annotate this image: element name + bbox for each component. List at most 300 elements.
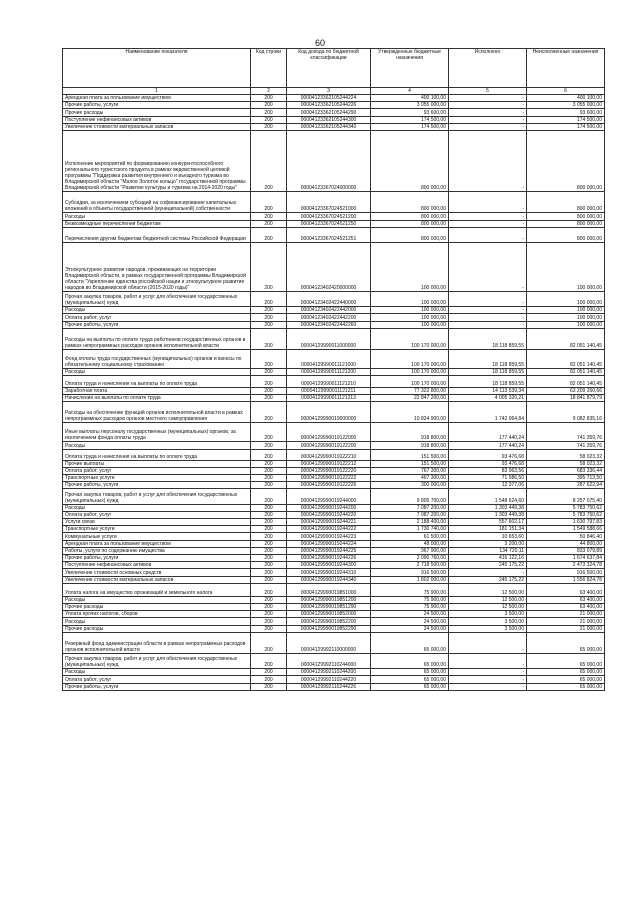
row-approved: 65 000,00 (371, 632, 449, 653)
row-approved: 65 000,00 (371, 654, 449, 669)
row-income-code: 00004129990019122220 (287, 467, 371, 474)
table-body (63, 95, 605, 691)
row-approved: 77 322 800,00 (371, 387, 449, 394)
row-income-code: 00004129990019122212 (287, 460, 371, 467)
column-number: 1 (63, 88, 251, 95)
row-line-code: 200 (251, 423, 287, 442)
row-name: Прочие работы, услуги (63, 102, 251, 109)
row-unexecuted: 21 000,00 (527, 611, 605, 618)
row-name: Расходы (63, 307, 251, 314)
row-approved: 22 847 200,00 (371, 394, 449, 401)
table-row (63, 401, 605, 422)
row-income-code: 00004129990019244225 (287, 547, 371, 554)
row-name: Поступление нефинансовых активов (63, 116, 251, 123)
table-row (63, 569, 605, 576)
row-income-code: 00004123402420000000 (287, 242, 371, 291)
row-approved: 767 300,00 (371, 467, 449, 474)
row-unexecuted: 800 000,00 (527, 130, 605, 191)
row-approved: 2 090 760,00 (371, 554, 449, 561)
row-line-code: 200 (251, 242, 287, 291)
row-name: Оплата труда и начисления на выплаты по оплате труда (63, 376, 251, 387)
row-executed: 134 720,11 (449, 547, 527, 554)
row-line-code: 200 (251, 489, 287, 504)
row-income-code: 00004129990019244224 (287, 540, 371, 547)
row-line-code: 200 (251, 482, 287, 489)
row-name: Перечисления другим бюджетам бюджетной системы Российской Федерации (63, 227, 251, 242)
row-income-code: 00004129990019244310 (287, 569, 371, 576)
row-unexecuted: 395 713,50 (527, 475, 605, 482)
row-unexecuted: 100 000,00 (527, 242, 605, 291)
row-unexecuted: 800 000,00 (527, 220, 605, 227)
row-approved: 1 730 740,00 (371, 526, 449, 533)
table-row (63, 442, 605, 449)
row-income-code: 00004123362105244290 (287, 109, 371, 116)
row-line-code: 200 (251, 116, 287, 123)
row-income-code: 00004129990019244223 (287, 533, 371, 540)
row-income-code: 00004129990019244340 (287, 576, 371, 583)
table-row (63, 526, 605, 533)
row-unexecuted: 21 000,00 (527, 625, 605, 632)
row-approved: 65 000,00 (371, 669, 449, 676)
row-line-code: 200 (251, 526, 287, 533)
row-name: Субсидии, за исключением субсидий на софинансирование капитальных вложений в объекты государственной (муниципальной) собственности (63, 192, 251, 213)
budget-execution-table (62, 48, 605, 691)
row-name: Прочие работы, услуги (63, 554, 251, 561)
row-line-code: 200 (251, 95, 287, 102)
row-unexecuted: 82 051 140,45 (527, 376, 605, 387)
row-income-code: 00004129990019244000 (287, 489, 371, 504)
row-line-code: 200 (251, 442, 287, 449)
row-name: Прочая закупка товаров, работ и услуг для обеспечения государственных (муниципальных) нужд (63, 489, 251, 504)
row-name: Транспортные услуги (63, 475, 251, 482)
row-executed: 181 151,34 (449, 526, 527, 533)
table-row (63, 489, 605, 504)
row-executed: 18 118 859,55 (449, 350, 527, 369)
row-income-code: 00004129990019122222 (287, 475, 371, 482)
table-row (63, 596, 605, 603)
row-approved: 100 170 000,00 (371, 328, 449, 349)
row-unexecuted: 683 336,44 (527, 467, 605, 474)
row-unexecuted: 3 055 000,00 (527, 102, 605, 109)
table-row (63, 95, 605, 102)
table-row (63, 540, 605, 547)
row-line-code: 200 (251, 569, 287, 576)
row-line-code: 200 (251, 540, 287, 547)
row-line-code: 200 (251, 504, 287, 511)
row-income-code: 00004123402422440000 (287, 292, 371, 307)
row-income-code: 00004129990019244226 (287, 554, 371, 561)
header-unexecuted: Неисполненные назначения (527, 49, 605, 88)
row-approved: 467 300,00 (371, 475, 449, 482)
row-approved: 100 000,00 (371, 307, 449, 314)
row-executed: - (449, 220, 527, 227)
table-row (63, 533, 605, 540)
row-line-code: 200 (251, 350, 287, 369)
row-approved: 916 500,00 (371, 569, 449, 576)
row-unexecuted: 800 000,00 (527, 213, 605, 220)
row-executed: - (449, 95, 527, 102)
row-executed: - (449, 307, 527, 314)
row-approved: 1 802 000,00 (371, 576, 449, 583)
row-name: Уплата прочих налогов, сборов (63, 611, 251, 618)
row-name: Расходы (63, 213, 251, 220)
row-line-code: 200 (251, 632, 287, 653)
row-executed: 18 118 859,55 (449, 328, 527, 349)
row-executed: - (449, 314, 527, 321)
row-executed: - (449, 192, 527, 213)
row-income-code: 00004129990019851290 (287, 604, 371, 611)
row-unexecuted: 800 000,00 (527, 227, 605, 242)
row-line-code: 200 (251, 604, 287, 611)
row-approved: 61 500,00 (371, 533, 449, 540)
row-unexecuted: 1 674 637,84 (527, 554, 605, 561)
row-line-code: 200 (251, 123, 287, 130)
row-approved: 24 500,00 (371, 611, 449, 618)
row-income-code: 00004129990011121213 (287, 394, 371, 401)
table-row (63, 242, 605, 291)
row-executed: 3 500,00 (449, 611, 527, 618)
row-income-code: 00004123362105244300 (287, 116, 371, 123)
row-executed: 83 963,56 (449, 467, 527, 474)
row-name: Прочие расходы (63, 109, 251, 116)
table-row (63, 676, 605, 683)
row-name: Арендная плата за пользование имуществом (63, 95, 251, 102)
table-row (63, 654, 605, 669)
row-approved: 24 500,00 (371, 625, 449, 632)
row-income-code: 00004123402422442260 (287, 321, 371, 328)
row-name: Прочая закупка товаров, работ и услуг для обеспечения государственных (муниципальных) нужд (63, 654, 251, 669)
row-approved: 151 500,00 (371, 449, 449, 460)
row-unexecuted: 63 400,00 (527, 604, 605, 611)
row-income-code: 00004129992110244226 (287, 683, 371, 690)
row-executed: 18 118 859,55 (449, 376, 527, 387)
row-income-code: 00004123367024521200 (287, 213, 371, 220)
table-row (63, 423, 605, 442)
header-line-code: Код строки (251, 49, 287, 88)
column-number: 5 (449, 88, 527, 95)
row-name: Оплата работ, услуг (63, 676, 251, 683)
table-row (63, 576, 605, 583)
row-income-code: 00004129990019122200 (287, 442, 371, 449)
row-line-code: 200 (251, 475, 287, 482)
row-name: Фонд оплаты труда государственных (муниципальных) органов и взносы по обязательному социальному страхованию (63, 350, 251, 369)
row-executed: 93 476,68 (449, 460, 527, 467)
row-line-code: 200 (251, 596, 287, 603)
row-executed: - (449, 669, 527, 676)
row-income-code: 00004123367024521250 (287, 220, 371, 227)
row-approved: 100 170 000,00 (371, 350, 449, 369)
row-executed: 12 500,00 (449, 604, 527, 611)
row-unexecuted: 93 600,00 (527, 109, 605, 116)
row-name: Транспортные услуги (63, 526, 251, 533)
row-name: Увеличение стоимости основных средств (63, 569, 251, 576)
table-row (63, 611, 605, 618)
row-income-code: 00004129990019852000 (287, 611, 371, 618)
row-income-code: 00004123367024521251 (287, 227, 371, 242)
row-income-code: 00004129990011121211 (287, 387, 371, 394)
row-line-code: 200 (251, 669, 287, 676)
row-approved: 7 087 200,00 (371, 504, 449, 511)
row-approved: 300 000,00 (371, 482, 449, 489)
row-executed: 10 653,60 (449, 533, 527, 540)
table-row (63, 369, 605, 376)
table-row (63, 387, 605, 394)
table-row (63, 604, 605, 611)
row-line-code: 200 (251, 618, 287, 625)
table-row (63, 554, 605, 561)
row-line-code: 200 (251, 328, 287, 349)
column-number: 3 (287, 88, 371, 95)
row-name: Прочие расходы (63, 625, 251, 632)
table-row (63, 449, 605, 460)
row-executed: - (449, 116, 527, 123)
row-line-code: 200 (251, 192, 287, 213)
row-executed: 416 122,16 (449, 554, 527, 561)
row-name: Прочая закупка товаров, работ и услуг для обеспечения государственных (муниципальных) нужд (63, 292, 251, 307)
row-name: Прочие расходы (63, 604, 251, 611)
row-name: Арендная плата за пользование имуществом (63, 540, 251, 547)
table-row (63, 547, 605, 554)
row-approved: 65 000,00 (371, 683, 449, 690)
row-name: Прочие работы, услуги (63, 482, 251, 489)
table-header-row (63, 49, 605, 88)
row-income-code: 00004123402422442200 (287, 314, 371, 321)
row-unexecuted: 1 549 588,66 (527, 526, 605, 533)
row-executed: - (449, 227, 527, 242)
row-approved: 2 188 400,00 (371, 519, 449, 526)
column-number: 4 (371, 88, 449, 95)
row-income-code: 00004129990011121210 (287, 376, 371, 387)
row-name: Расходы (63, 596, 251, 603)
row-unexecuted: 400 100,00 (527, 95, 605, 102)
row-income-code: 00004129990019852200 (287, 618, 371, 625)
row-name: Безвозмездные перечисления бюджетам (63, 220, 251, 227)
row-executed: - (449, 130, 527, 191)
row-executed: 3 500,00 (449, 625, 527, 632)
row-line-code: 200 (251, 467, 287, 474)
row-name: Начисления на выплаты по оплате труда (63, 394, 251, 401)
table-row (63, 482, 605, 489)
column-number-row (63, 88, 605, 95)
row-approved: 24 500,00 (371, 618, 449, 625)
row-line-code: 200 (251, 130, 287, 191)
row-income-code: 00004129990019852290 (287, 625, 371, 632)
table-row (63, 321, 605, 328)
row-unexecuted: 65 000,00 (527, 632, 605, 653)
table-row (63, 460, 605, 467)
row-name: Увеличение стоимости материальных запасов (63, 576, 251, 583)
table-row (63, 562, 605, 569)
row-unexecuted: 82 051 140,45 (527, 369, 605, 376)
row-name: Прочие работы, услуги (63, 683, 251, 690)
row-income-code: 00004129990011121200 (287, 369, 371, 376)
row-approved: 967 900,00 (371, 547, 449, 554)
row-income-code: 00004123367024521000 (287, 192, 371, 213)
row-income-code: 00004123362105244224 (287, 95, 371, 102)
row-approved: 100 000,00 (371, 314, 449, 321)
row-line-code: 200 (251, 321, 287, 328)
row-approved: 800 000,00 (371, 130, 449, 191)
row-approved: 75 900,00 (371, 583, 449, 596)
page-number: 60 (314, 38, 325, 48)
table-row (63, 130, 605, 191)
row-executed: 14 113 539,34 (449, 387, 527, 394)
row-line-code: 200 (251, 102, 287, 109)
row-name: Оплата работ, услуг (63, 314, 251, 321)
row-name: Расходы на выплаты по оплате труда работников государственных органов в рамках непрограммных расходов органов исполнительной власти (63, 328, 251, 349)
row-income-code: 00004129990019122210 (287, 449, 371, 460)
row-unexecuted: 58 023,32 (527, 460, 605, 467)
table-row (63, 102, 605, 109)
row-unexecuted: 82 051 140,45 (527, 350, 605, 369)
row-income-code: 00004129990019244221 (287, 519, 371, 526)
row-approved: 800 000,00 (371, 213, 449, 220)
row-approved: 65 000,00 (371, 676, 449, 683)
header-approved: Утвержденные бюджетные назначения (371, 49, 449, 88)
table-row (63, 583, 605, 596)
row-executed: - (449, 109, 527, 116)
row-executed: - (449, 102, 527, 109)
row-name: Работы, услуги по содержанию имущества (63, 547, 251, 554)
row-unexecuted: 65 000,00 (527, 683, 605, 690)
row-executed: 245 175,22 (449, 562, 527, 569)
table-row (63, 307, 605, 314)
header-indicator-name: Наименование показателя (63, 49, 251, 88)
row-executed: 93 476,68 (449, 449, 527, 460)
row-executed: 177 440,24 (449, 442, 527, 449)
row-line-code: 200 (251, 109, 287, 116)
row-unexecuted: 174 500,00 (527, 123, 605, 130)
row-income-code: 00004129990019244200 (287, 504, 371, 511)
row-income-code: 00004129990019851000 (287, 583, 371, 596)
row-income-code: 00004129992110000000 (287, 632, 371, 653)
row-unexecuted: 44 800,00 (527, 540, 605, 547)
row-name: Поступление нефинансовых активов (63, 562, 251, 569)
table-row (63, 328, 605, 349)
table-row (63, 475, 605, 482)
row-executed: 3 500,00 (449, 618, 527, 625)
table-row (63, 123, 605, 130)
row-line-code: 200 (251, 583, 287, 596)
row-income-code: 00004129990019122000 (287, 423, 371, 442)
row-line-code: 200 (251, 369, 287, 376)
row-approved: 75 900,00 (371, 596, 449, 603)
row-line-code: 200 (251, 547, 287, 554)
row-name: Оплата работ, услуг (63, 467, 251, 474)
row-approved: 100 000,00 (371, 242, 449, 291)
row-executed: 12 500,00 (449, 583, 527, 596)
table-row (63, 350, 605, 369)
row-executed: 1 548 624,60 (449, 489, 527, 504)
row-line-code: 200 (251, 676, 287, 683)
row-unexecuted: 21 000,00 (527, 618, 605, 625)
row-line-code: 200 (251, 533, 287, 540)
row-unexecuted: 63 209 260,66 (527, 387, 605, 394)
row-income-code: 00004129992110244220 (287, 676, 371, 683)
row-approved: 100 000,00 (371, 321, 449, 328)
row-executed: - (449, 683, 527, 690)
row-line-code: 200 (251, 394, 287, 401)
row-line-code: 200 (251, 227, 287, 242)
table-row (63, 519, 605, 526)
row-line-code: 200 (251, 576, 287, 583)
row-unexecuted: 916 500,00 (527, 569, 605, 576)
row-name: Уплата налога на имущество организаций и земельного налога (63, 583, 251, 596)
table-row (63, 632, 605, 653)
row-name: Иные выплаты персоналу государственных (муниципальных) органов, за исключением фонда оплаты труда (63, 423, 251, 442)
row-executed: 245 175,22 (449, 576, 527, 583)
row-unexecuted: 2 473 324,78 (527, 562, 605, 569)
column-number: 2 (251, 88, 287, 95)
column-number: 6 (527, 88, 605, 95)
row-income-code: 00004123367024000000 (287, 130, 371, 191)
row-line-code: 200 (251, 387, 287, 394)
table-row (63, 394, 605, 401)
row-name: Расходы (63, 618, 251, 625)
row-line-code: 200 (251, 401, 287, 422)
table-row (63, 292, 605, 307)
row-line-code: 200 (251, 292, 287, 307)
table-row (63, 227, 605, 242)
row-income-code: 00004129990019244222 (287, 526, 371, 533)
row-unexecuted: 100 000,00 (527, 321, 605, 328)
row-unexecuted: 741 359,76 (527, 423, 605, 442)
row-line-code: 200 (251, 376, 287, 387)
row-approved: 918 800,00 (371, 442, 449, 449)
row-executed: - (449, 213, 527, 220)
row-unexecuted: 5 783 750,62 (527, 504, 605, 511)
row-name: Увеличение стоимости материальных запасов (63, 123, 251, 130)
row-income-code: 00004129990019851200 (287, 596, 371, 603)
row-approved: 800 000,00 (371, 192, 449, 213)
row-unexecuted: 63 400,00 (527, 596, 605, 603)
row-name: Расходы (63, 669, 251, 676)
row-approved: 800 000,00 (371, 227, 449, 242)
row-name: Заработная плата (63, 387, 251, 394)
table-row (63, 683, 605, 690)
row-name: Прочие работы, услуги (63, 321, 251, 328)
row-line-code: 200 (251, 213, 287, 220)
row-income-code: 00004129990019122226 (287, 482, 371, 489)
row-unexecuted: 100 000,00 (527, 314, 605, 321)
header-income-code: Код дохода по бюджетной классификации (287, 49, 371, 88)
row-line-code: 200 (251, 449, 287, 460)
row-unexecuted: 100 000,00 (527, 292, 605, 307)
row-line-code: 200 (251, 683, 287, 690)
row-executed: - (449, 569, 527, 576)
row-name: Оплата работ, услуг (63, 511, 251, 518)
row-executed: - (449, 676, 527, 683)
row-unexecuted: 63 400,00 (527, 583, 605, 596)
row-line-code: 200 (251, 611, 287, 618)
row-unexecuted: 5 783 750,62 (527, 511, 605, 518)
row-executed: 557 602,17 (449, 519, 527, 526)
row-name: Прочие выплаты (63, 460, 251, 467)
row-income-code: 00004129992110244200 (287, 669, 371, 676)
row-unexecuted: 800 000,00 (527, 192, 605, 213)
table-row (63, 504, 605, 511)
row-name: Исполнение мероприятий по формированию конкурентоспособного регионального туристского продукта в рамках ведомственной целевой программы "Поддержка развития внутреннего и въездного туризма во Владимирской области "Малое Золотое кольцо" государственной программы Владимирской области "Развитие культуры и туризма на 2014-2020 годы" (63, 130, 251, 191)
row-executed: 12 377,06 (449, 482, 527, 489)
row-name: Этнокультурное развитие народов, проживающих на территории Владимирской области, в рамках государственной программы Владимирской области "Укрепление единства российской нации и этнокультурное развитие народов во Владимирской области (2015-2020 годы)" (63, 242, 251, 291)
row-approved: 2 718 500,00 (371, 562, 449, 569)
row-unexecuted: 82 051 140,45 (527, 328, 605, 349)
row-approved: 100 170 000,00 (371, 376, 449, 387)
row-approved: 174 500,00 (371, 123, 449, 130)
row-line-code: 200 (251, 220, 287, 227)
row-line-code: 200 (251, 460, 287, 467)
row-name: Расходы на обеспечение функций органов исполнительной власти в рамках непрограммных расходов органов местного самоуправления (63, 401, 251, 422)
